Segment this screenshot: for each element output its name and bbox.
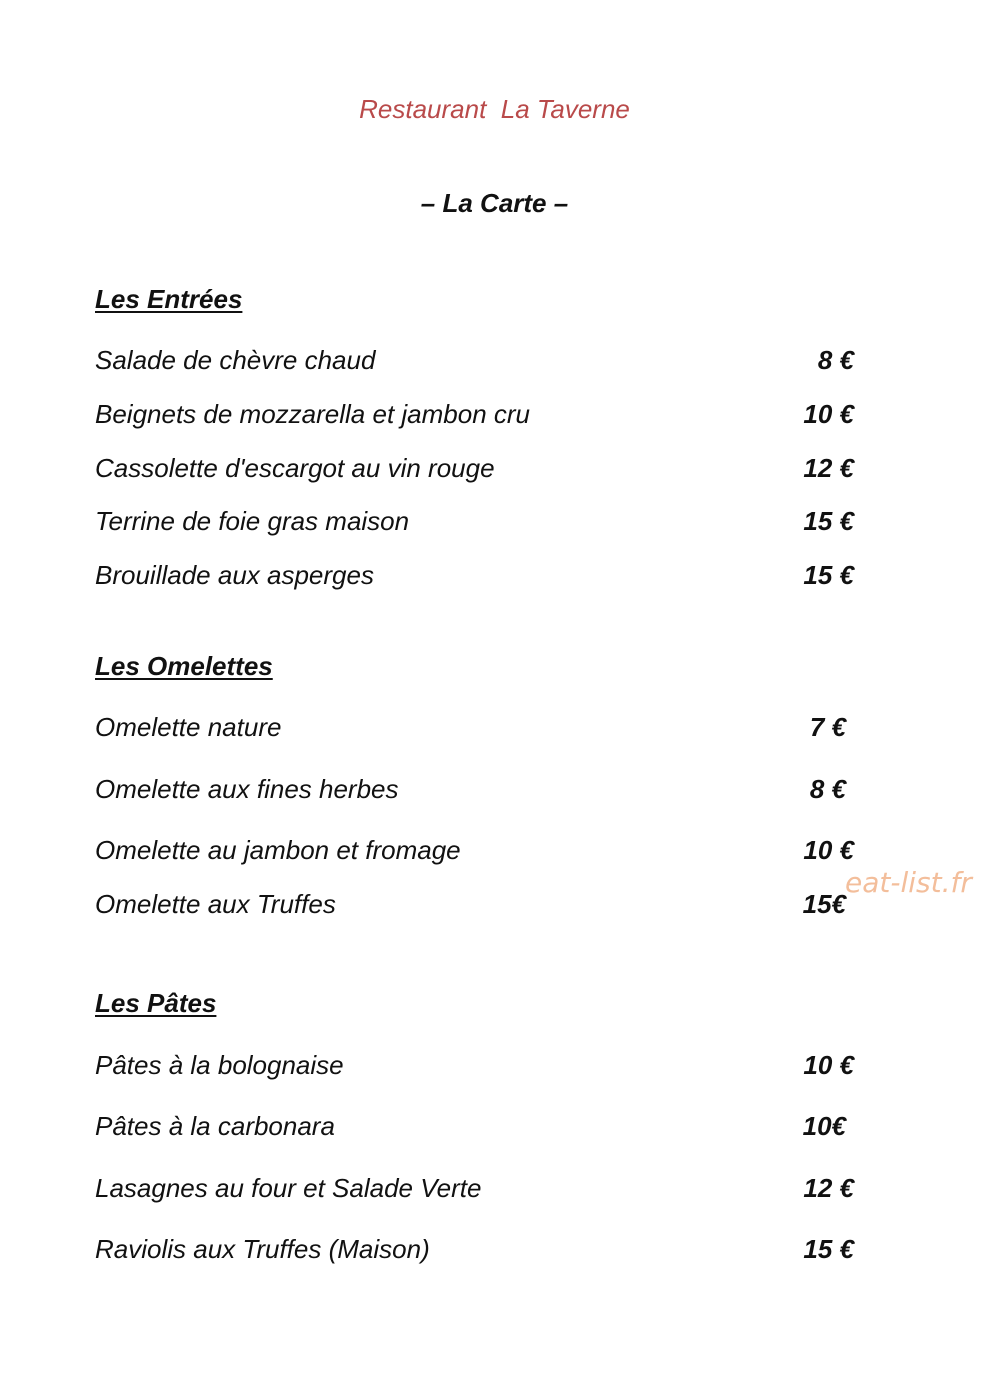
watermark: eat-list.fr — [845, 866, 972, 899]
restaurant-title: Restaurant La Taverne — [359, 94, 630, 124]
menu-item-name: Omelette aux fines herbes — [95, 774, 399, 804]
section-heading-entrees: Les Entrées — [95, 284, 243, 314]
menu-item-price: 8 € — [817, 345, 854, 375]
menu-item-price: 10 € — [803, 399, 854, 429]
menu-item-name: Beignets de mozzarella et jambon cru — [95, 399, 531, 429]
menu-item-price: 12 € — [803, 1173, 854, 1203]
menu-item-price: 15 € — [803, 506, 854, 536]
menu-item-price: 12 € — [803, 453, 854, 483]
menu-item-name: Salade de chèvre chaud — [95, 345, 376, 375]
menu-item-price: 10€ — [802, 1111, 846, 1141]
menu-item-price: 15 € — [803, 560, 854, 590]
menu-item-name: Pâtes à la bolognaise — [95, 1050, 344, 1080]
menu-item-price: 10 € — [803, 835, 854, 865]
menu-item-name: Terrine de foie gras maison — [95, 506, 410, 536]
menu-item-name: Raviolis aux Truffes (Maison) — [95, 1234, 430, 1264]
section-heading-omelettes: Les Omelettes — [95, 651, 273, 681]
menu-item-name: Omelette aux Truffes — [95, 889, 336, 919]
menu-item-name: Cassolette d'escargot au vin rouge — [95, 453, 495, 483]
menu-item-price: 15€ — [802, 889, 846, 919]
menu-item-name: Lasagnes au four et Salade Verte — [95, 1173, 482, 1203]
section-heading-pates: Les Pâtes — [95, 988, 217, 1018]
menu-title: – La Carte – — [420, 188, 569, 218]
menu-item-price: 8 € — [809, 774, 846, 804]
menu-item-price: 10 € — [803, 1050, 854, 1080]
menu-item-name: Omelette au jambon et fromage — [95, 835, 461, 865]
menu-item-price: 7 € — [809, 712, 846, 742]
menu-item-name: Brouillade aux asperges — [95, 560, 374, 590]
menu-item-name: Pâtes à la carbonara — [95, 1111, 335, 1141]
menu-item-price: 15 € — [803, 1234, 854, 1264]
menu-item-name: Omelette nature — [95, 712, 282, 742]
